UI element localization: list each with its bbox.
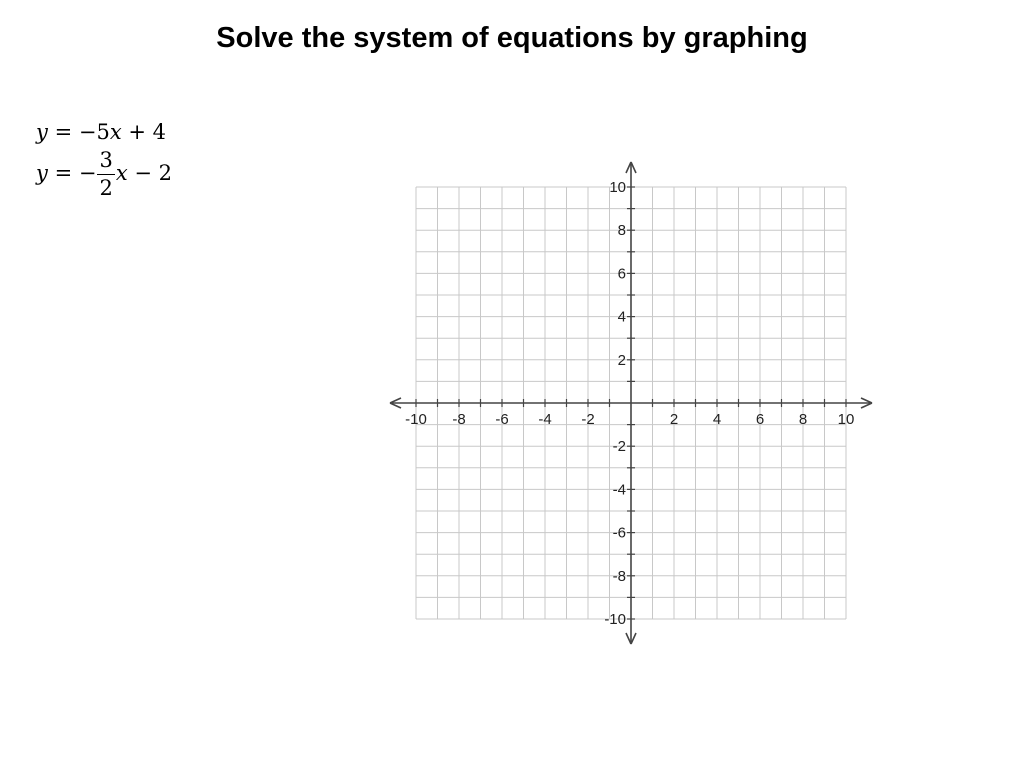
y-tick-label: 8 [617, 222, 626, 240]
x-tick-label: 6 [755, 411, 765, 428]
y-tick-label: -8 [612, 567, 626, 585]
x-tick-label: -8 [452, 411, 466, 428]
fraction-denominator: 2 [99, 176, 113, 200]
y-tick-label: 10 [609, 179, 626, 196]
page-title: Solve the system of equations by graphing [216, 22, 808, 54]
equation-2-constant: − 2 [134, 161, 173, 185]
y-tick-label: 4 [617, 308, 626, 326]
y-tick-label: 6 [617, 265, 626, 283]
x-tick-label: -10 [405, 411, 427, 428]
equation-2-sign: − [78, 161, 97, 185]
equation-2-equals: = [54, 161, 73, 185]
x-tick-label: 4 [712, 411, 722, 428]
equation-1-coefficient: −5 [78, 120, 110, 144]
x-tick-label: 10 [837, 411, 855, 428]
y-tick-label: -6 [612, 524, 626, 542]
equation-2-lhs: y [36, 161, 48, 185]
x-tick-label: 2 [669, 411, 679, 428]
fraction-numerator: 3 [97, 150, 114, 175]
x-tick-label: 8 [798, 411, 808, 428]
y-tick-label: -2 [612, 438, 626, 456]
equation-1-lhs: y [36, 120, 48, 144]
axes [390, 162, 872, 644]
equation-2-variable: x [115, 161, 128, 185]
x-tick-label: -4 [538, 411, 552, 428]
x-tick-label: -6 [495, 411, 509, 428]
y-tick-label: -4 [612, 481, 626, 499]
y-tick-label: 2 [617, 351, 626, 369]
equation-1-variable: x [109, 120, 122, 144]
equation-1-equals: = [54, 120, 73, 144]
equation-1-constant: + 4 [128, 120, 166, 144]
y-tick-label: -10 [604, 611, 626, 628]
x-tick-label: -2 [581, 411, 595, 428]
